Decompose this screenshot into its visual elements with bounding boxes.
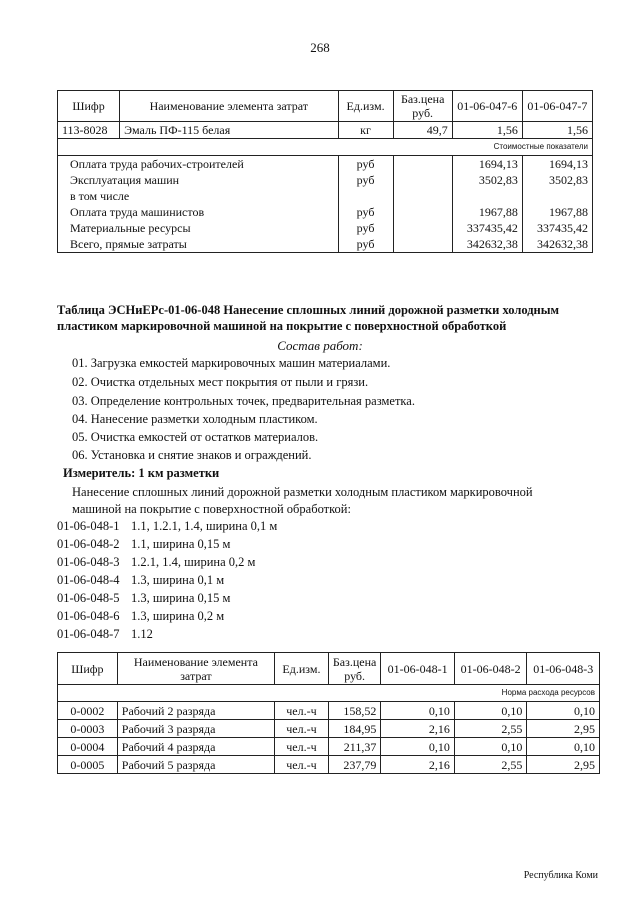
cell-name: Рабочий 4 разряда — [117, 738, 274, 756]
code-text: 1.12 — [131, 627, 153, 641]
cell-value: 342632,38 — [522, 236, 592, 253]
table-row — [58, 122, 593, 139]
description: Нанесение сплошных линий дорожной разметки холодным пластиком маркировочной машиной на покрытие с поверхностной обработкой: — [72, 485, 533, 516]
cell-price: 184,95 — [328, 720, 380, 738]
cell-value: 0,10 — [527, 702, 600, 720]
code-id: 01-06-048-3 — [57, 555, 120, 569]
code-id: 01-06-048-7 — [57, 627, 120, 641]
footer-region: Республика Коми — [523, 870, 598, 881]
cell-value: 3502,83 — [452, 172, 522, 188]
cell-value: 337435,42 — [522, 220, 592, 236]
cell-code: 0-0003 — [58, 720, 118, 738]
resource-table-048 — [57, 652, 600, 774]
cell-unit: чел.-ч — [274, 702, 328, 720]
cell-price: 158,52 — [328, 702, 380, 720]
cell-value: 1,56 — [522, 122, 592, 139]
operation-item: 06. Установка и снятие знаков и ограждений. — [72, 448, 312, 462]
code-row — [57, 609, 224, 624]
cell-unit: чел.-ч — [274, 756, 328, 774]
code-id: 01-06-048-1 — [57, 519, 120, 533]
cell-value: 3502,83 — [522, 172, 592, 188]
section-title: Таблица ЭСНиЕРс-01-06-048 Нанесение сплошных линий дорожной разметки холодным пластиком маркировочной машиной на покрытие с поверхностной обработкой — [57, 303, 560, 333]
cell-name: Материальные ресурсы — [58, 220, 339, 236]
cell-value: 0,10 — [527, 738, 600, 756]
cell-name: Оплата труда рабочих-строителей — [58, 156, 339, 173]
col-header: 01-06-048-3 — [527, 653, 600, 685]
cell-value: 2,55 — [454, 756, 527, 774]
operation-item: 01. Загрузка емкостей маркировочных машин материалами. — [72, 356, 391, 370]
code-text: 1.2.1, 1.4, ширина 0,2 м — [131, 555, 256, 569]
col-header: Наименование элемента затрат — [117, 653, 274, 685]
cell-unit: руб — [338, 156, 393, 173]
code-text: 1.1, ширина 0,15 м — [131, 537, 231, 551]
cell-price — [393, 204, 452, 220]
cell-name: Рабочий 3 разряда — [117, 720, 274, 738]
col-header: 01-06-047-7 — [522, 91, 592, 122]
code-row — [57, 519, 277, 534]
col-header: Баз.цена руб. — [393, 91, 452, 122]
cell-unit: кг — [338, 122, 393, 139]
col-header: Баз.цена руб. — [328, 653, 380, 685]
table-row — [58, 188, 593, 204]
section-row — [58, 139, 593, 156]
cell-name: в том числе — [58, 188, 339, 204]
col-header: 01-06-048-2 — [454, 653, 527, 685]
code-text: 1.1, 1.2.1, 1.4, ширина 0,1 м — [131, 519, 278, 533]
cell-unit: руб — [338, 236, 393, 253]
cell-value: 2,95 — [527, 720, 600, 738]
cell-unit: руб — [338, 220, 393, 236]
cell-value: 0,10 — [454, 738, 527, 756]
table-row — [58, 720, 600, 738]
table-row — [58, 204, 593, 220]
cell-value: 1967,88 — [522, 204, 592, 220]
cell-code: 0-0004 — [58, 738, 118, 756]
code-id: 01-06-048-6 — [57, 609, 120, 623]
cell-value: 1,56 — [452, 122, 522, 139]
cell-price — [393, 188, 452, 204]
cell-value: 2,16 — [381, 756, 455, 774]
operation-item: 02. Очистка отдельных мест покрытия от пыли и грязи. — [72, 375, 369, 389]
page-number: 268 — [310, 40, 330, 55]
composition-label: Состав работ: — [277, 338, 363, 353]
cell-value — [452, 188, 522, 204]
cell-price — [393, 156, 452, 173]
table-row — [58, 236, 593, 253]
code-id: 01-06-048-2 — [57, 537, 120, 551]
cell-price: 211,37 — [328, 738, 380, 756]
cell-unit: руб — [338, 204, 393, 220]
table-row — [58, 702, 600, 720]
col-header: Ед.изм. — [338, 91, 393, 122]
cell-price: 237,79 — [328, 756, 380, 774]
code-row — [57, 555, 255, 570]
cell-price: 49,7 — [393, 122, 452, 139]
cell-value — [522, 188, 592, 204]
cell-name: Рабочий 2 разряда — [117, 702, 274, 720]
table-row — [58, 738, 600, 756]
table-header-row — [58, 653, 600, 685]
cost-table-047 — [57, 90, 593, 253]
cell-name: Эмаль ПФ-115 белая — [120, 122, 338, 139]
code-id: 01-06-048-4 — [57, 573, 120, 587]
code-row — [57, 591, 230, 606]
table-row — [58, 172, 593, 188]
cell-unit: руб — [338, 172, 393, 188]
code-row — [57, 573, 224, 588]
operation-item: 04. Нанесение разметки холодным пластиком. — [72, 412, 318, 426]
cell-value: 342632,38 — [452, 236, 522, 253]
cell-price — [393, 236, 452, 253]
cell-name: Всего, прямые затраты — [58, 236, 339, 253]
table-header-row — [58, 91, 593, 122]
cell-value: 2,55 — [454, 720, 527, 738]
cell-value: 337435,42 — [452, 220, 522, 236]
table-row — [58, 756, 600, 774]
cell-name: Рабочий 5 разряда — [117, 756, 274, 774]
cell-price — [393, 172, 452, 188]
col-header: 01-06-048-1 — [381, 653, 455, 685]
table-row — [58, 220, 593, 236]
cell-value: 2,16 — [381, 720, 455, 738]
col-header: Наименование элемента затрат — [120, 91, 338, 122]
code-text: 1.3, ширина 0,2 м — [131, 609, 225, 623]
code-text: 1.3, ширина 0,1 м — [131, 573, 225, 587]
cell-unit — [338, 188, 393, 204]
table-row — [58, 156, 593, 173]
cell-code: 0-0002 — [58, 702, 118, 720]
section-label: Стоимостные показатели — [58, 139, 593, 156]
cell-unit: чел.-ч — [274, 720, 328, 738]
operation-item: 03. Определение контрольных точек, предварительная разметка. — [72, 394, 415, 408]
section-row — [58, 685, 600, 702]
cell-name: Оплата труда машинистов — [58, 204, 339, 220]
cell-name: Эксплуатация машин — [58, 172, 339, 188]
code-id: 01-06-048-5 — [57, 591, 120, 605]
cell-value: 0,10 — [381, 702, 455, 720]
cell-value: 2,95 — [527, 756, 600, 774]
cell-value: 1694,13 — [522, 156, 592, 173]
cell-unit: чел.-ч — [274, 738, 328, 756]
col-header: Шифр — [58, 653, 118, 685]
cell-code: 113-8028 — [58, 122, 120, 139]
code-row — [57, 537, 230, 552]
code-text: 1.3, ширина 0,15 м — [131, 591, 231, 605]
measure-label: Измеритель: 1 км разметки — [63, 466, 220, 480]
operation-item: 05. Очистка емкостей от остатков материалов. — [72, 430, 319, 444]
col-header: Шифр — [58, 91, 120, 122]
col-header: Ед.изм. — [274, 653, 328, 685]
cell-code: 0-0005 — [58, 756, 118, 774]
code-row — [57, 627, 153, 642]
cell-price — [393, 220, 452, 236]
cell-value: 0,10 — [381, 738, 455, 756]
cell-value: 1694,13 — [452, 156, 522, 173]
cell-value: 0,10 — [454, 702, 527, 720]
cell-value: 1967,88 — [452, 204, 522, 220]
section-label: Норма расхода ресурсов — [58, 685, 600, 702]
col-header: 01-06-047-6 — [452, 91, 522, 122]
